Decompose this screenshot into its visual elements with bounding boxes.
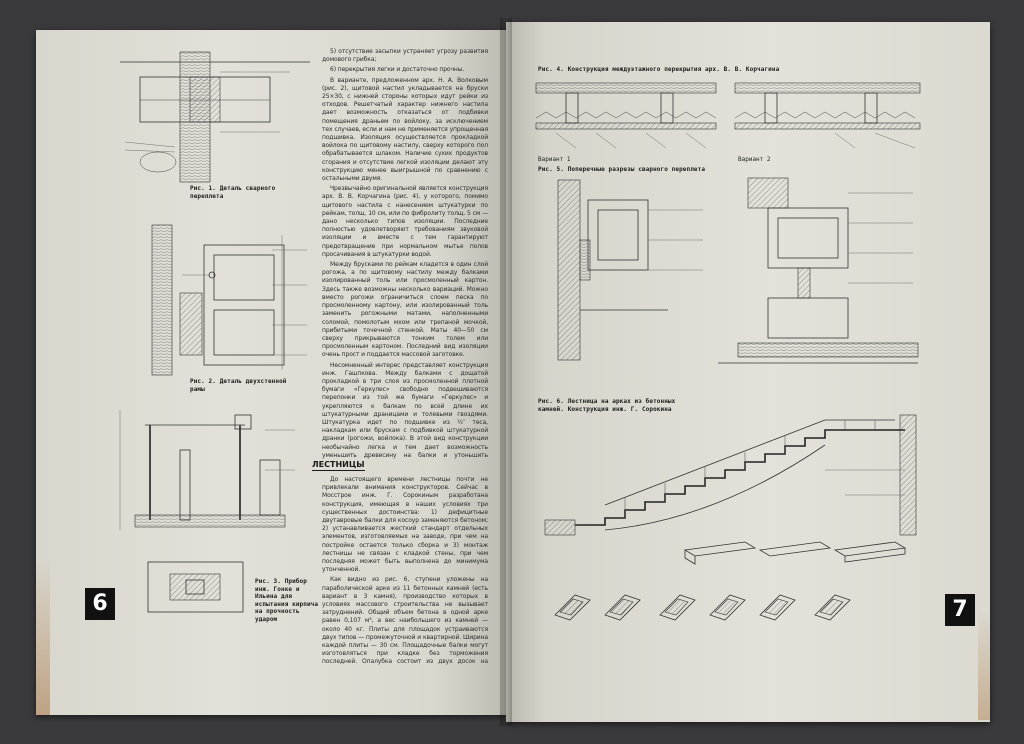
paragraph: Между брусками по рейкам кладется в один слой рогожа, а по щитовому настилу между балками изолированный толь или просмоленный картон. Здесь также возможны несколько вариаций. Можно вместо рогожи ограничиться слоем песка по просмоленному картону, или изолированный толь заменить рогожными матами, наполненными соломой, помолотым мхом или трепаной мочкой, прибитыми точечной стенкой. Маты 40—50 см сверху прикрываются тонким толем или просмоленным картоном. Последний вид изоляции очень прост и поддается массовой заготовке. (322, 261, 488, 359)
figure-4-variant-2-drawing (735, 78, 925, 153)
figure-5-section-left (548, 180, 708, 365)
paragraph: 5) отсутствие засыпки устраняет угрозу развития домового грибка; (322, 48, 488, 64)
paragraph: В варианте, предложенном арх. Н. А. Волковым (рис. 2), щитовой настил укладывается на бруски 25×30, с нижней стороны которых идут рейки из отходов. Решетчатый характер нижнего настила дает возможность отказаться от подбивки помещения драньем по войлоку, за исключением тех случаев, если и нам не применяется упрощенная подшивка. Изоляция осуществляется прокладкой войлока по щитовому настилу, сверху которого пол обрабатывается шлаком. Наличие сухих продуктов сгорания и отсутствие легкой изоляции делают эту конструкцию менее выигрышной по сравнению с остальными двумя. (322, 76, 488, 183)
figure-4-caption: Рис. 4. Конструкция междуэтажного перекрытия арх. В. В. Корчагина (538, 66, 780, 73)
gutter-shadow (500, 18, 512, 726)
figure-3-drawing (120, 410, 300, 535)
figure-6-elements (545, 520, 945, 640)
figure-4-variant-1-drawing (536, 78, 721, 153)
figure-6-caption-line2: камней. Конструкция инж. Г. Сорокина (538, 406, 672, 413)
paragraph: Несомненный интерес представляет конструкция инж. Гашпкова. Между балками с дощатой прокладкой в три слоя из просмоленной плотной бумаги «Геркулес» свободно подвешиваются перепонки из той же бумаги «Геркулес» и укрепляются к балкам по всей длине их штукатурными драницами и толевыми гвоздями. Штукатурка идет по подшивке из ½″ теса, накладкам или брускам с подбивкой штукатурной дранки (рогожи, войлока). В этой вид конструкции необычайно легка и тем дает возможность уменьшить древесину на балки и утоньшить (322, 361, 488, 459)
figure-2-caption: Рис. 2. Деталь двухстенной рамы (190, 378, 287, 393)
left-page-text-column (322, 48, 488, 460)
section-title-stairs: ЛЕСТНИЦЫ (312, 460, 365, 469)
paragraph: До настоящего времени лестницы почти не привлекали внимания конструкторов. Сейчас в Мосстрое инж. Г. Сорокиным разработана конструкция, имеющая в наших условиях три существенных достоинства: 1) дефицитные двутавровые балки для косоур заменяются бетоном; 2) устанавливается жесткий стандарт отдельных элементов, изготовляемых на заводе, при чем на постройке остается только сборка и 3) монтаж лестницы не связан с кладкой стены, при чем последняя может быть выполнена до минимума утонченной. (322, 476, 488, 574)
variant-2-label: Вариант 2 (738, 156, 771, 163)
figure-5-caption: Рис. 5. Поперечные разрезы сварного переплета (538, 166, 706, 173)
figure-6-caption-line1: Рис. 6. Лестница на арках из бетонных (538, 398, 676, 405)
paragraph: Как видно из рис. 6, ступени уложены на параболической арке из 11 бетонных камней (есть вариант в 3 камня), производство которых в условиях массового строительства не вызывает затруднений. Общий объем бетона в одной арке равен 0,107 м³, а вес наибольшего из камней — около 40 кг. Плиты для площадок устраиваются двух типов — промежуточной и квартирной. Ширина каждой плиты — 30 см. Площадочные балки могут изготовляться при кладке без торможения последней. Опалубка состоит из двух досок на (322, 576, 488, 666)
figure-2-drawing (122, 215, 307, 375)
page-number-right: 7 (945, 594, 975, 626)
figure-3-plan (148, 562, 248, 617)
paragraph: Чрезвычайно оригинальной является конструкция арх. В. В. Корчагина (рис. 4), у которого, помимо щитового настила с нанесением штукатурки по рейкам, толщ. 10 см, или по фибролиту толщ. 5 см — дано несколько типов изоляции. Последние полностью удовлетворяют требованиям звуковой изоляции и вместе с тем гарантируют предотвращение при нормальном мытье полов просачивания в штукатурки водой. (322, 185, 488, 258)
paragraph: 6) перекрытия легки и достаточно прочны. (330, 66, 465, 74)
figure-1-caption: Рис. 1. Деталь сварного переплета (190, 185, 276, 200)
variant-1-label: Вариант 1 (538, 156, 571, 163)
figure-1-drawing (120, 52, 310, 182)
edge-stain (978, 610, 990, 720)
edge-stain (36, 560, 50, 715)
figure-3-caption: Рис. 3. Прибор инж. Гонке и Ильина для испытания кирпича на прочность ударом (255, 578, 319, 623)
page-number-left: 6 (85, 588, 115, 620)
figure-5-section-right (718, 178, 918, 378)
figure-6-stair-drawing (545, 400, 945, 535)
stairs-text-column (322, 476, 488, 666)
